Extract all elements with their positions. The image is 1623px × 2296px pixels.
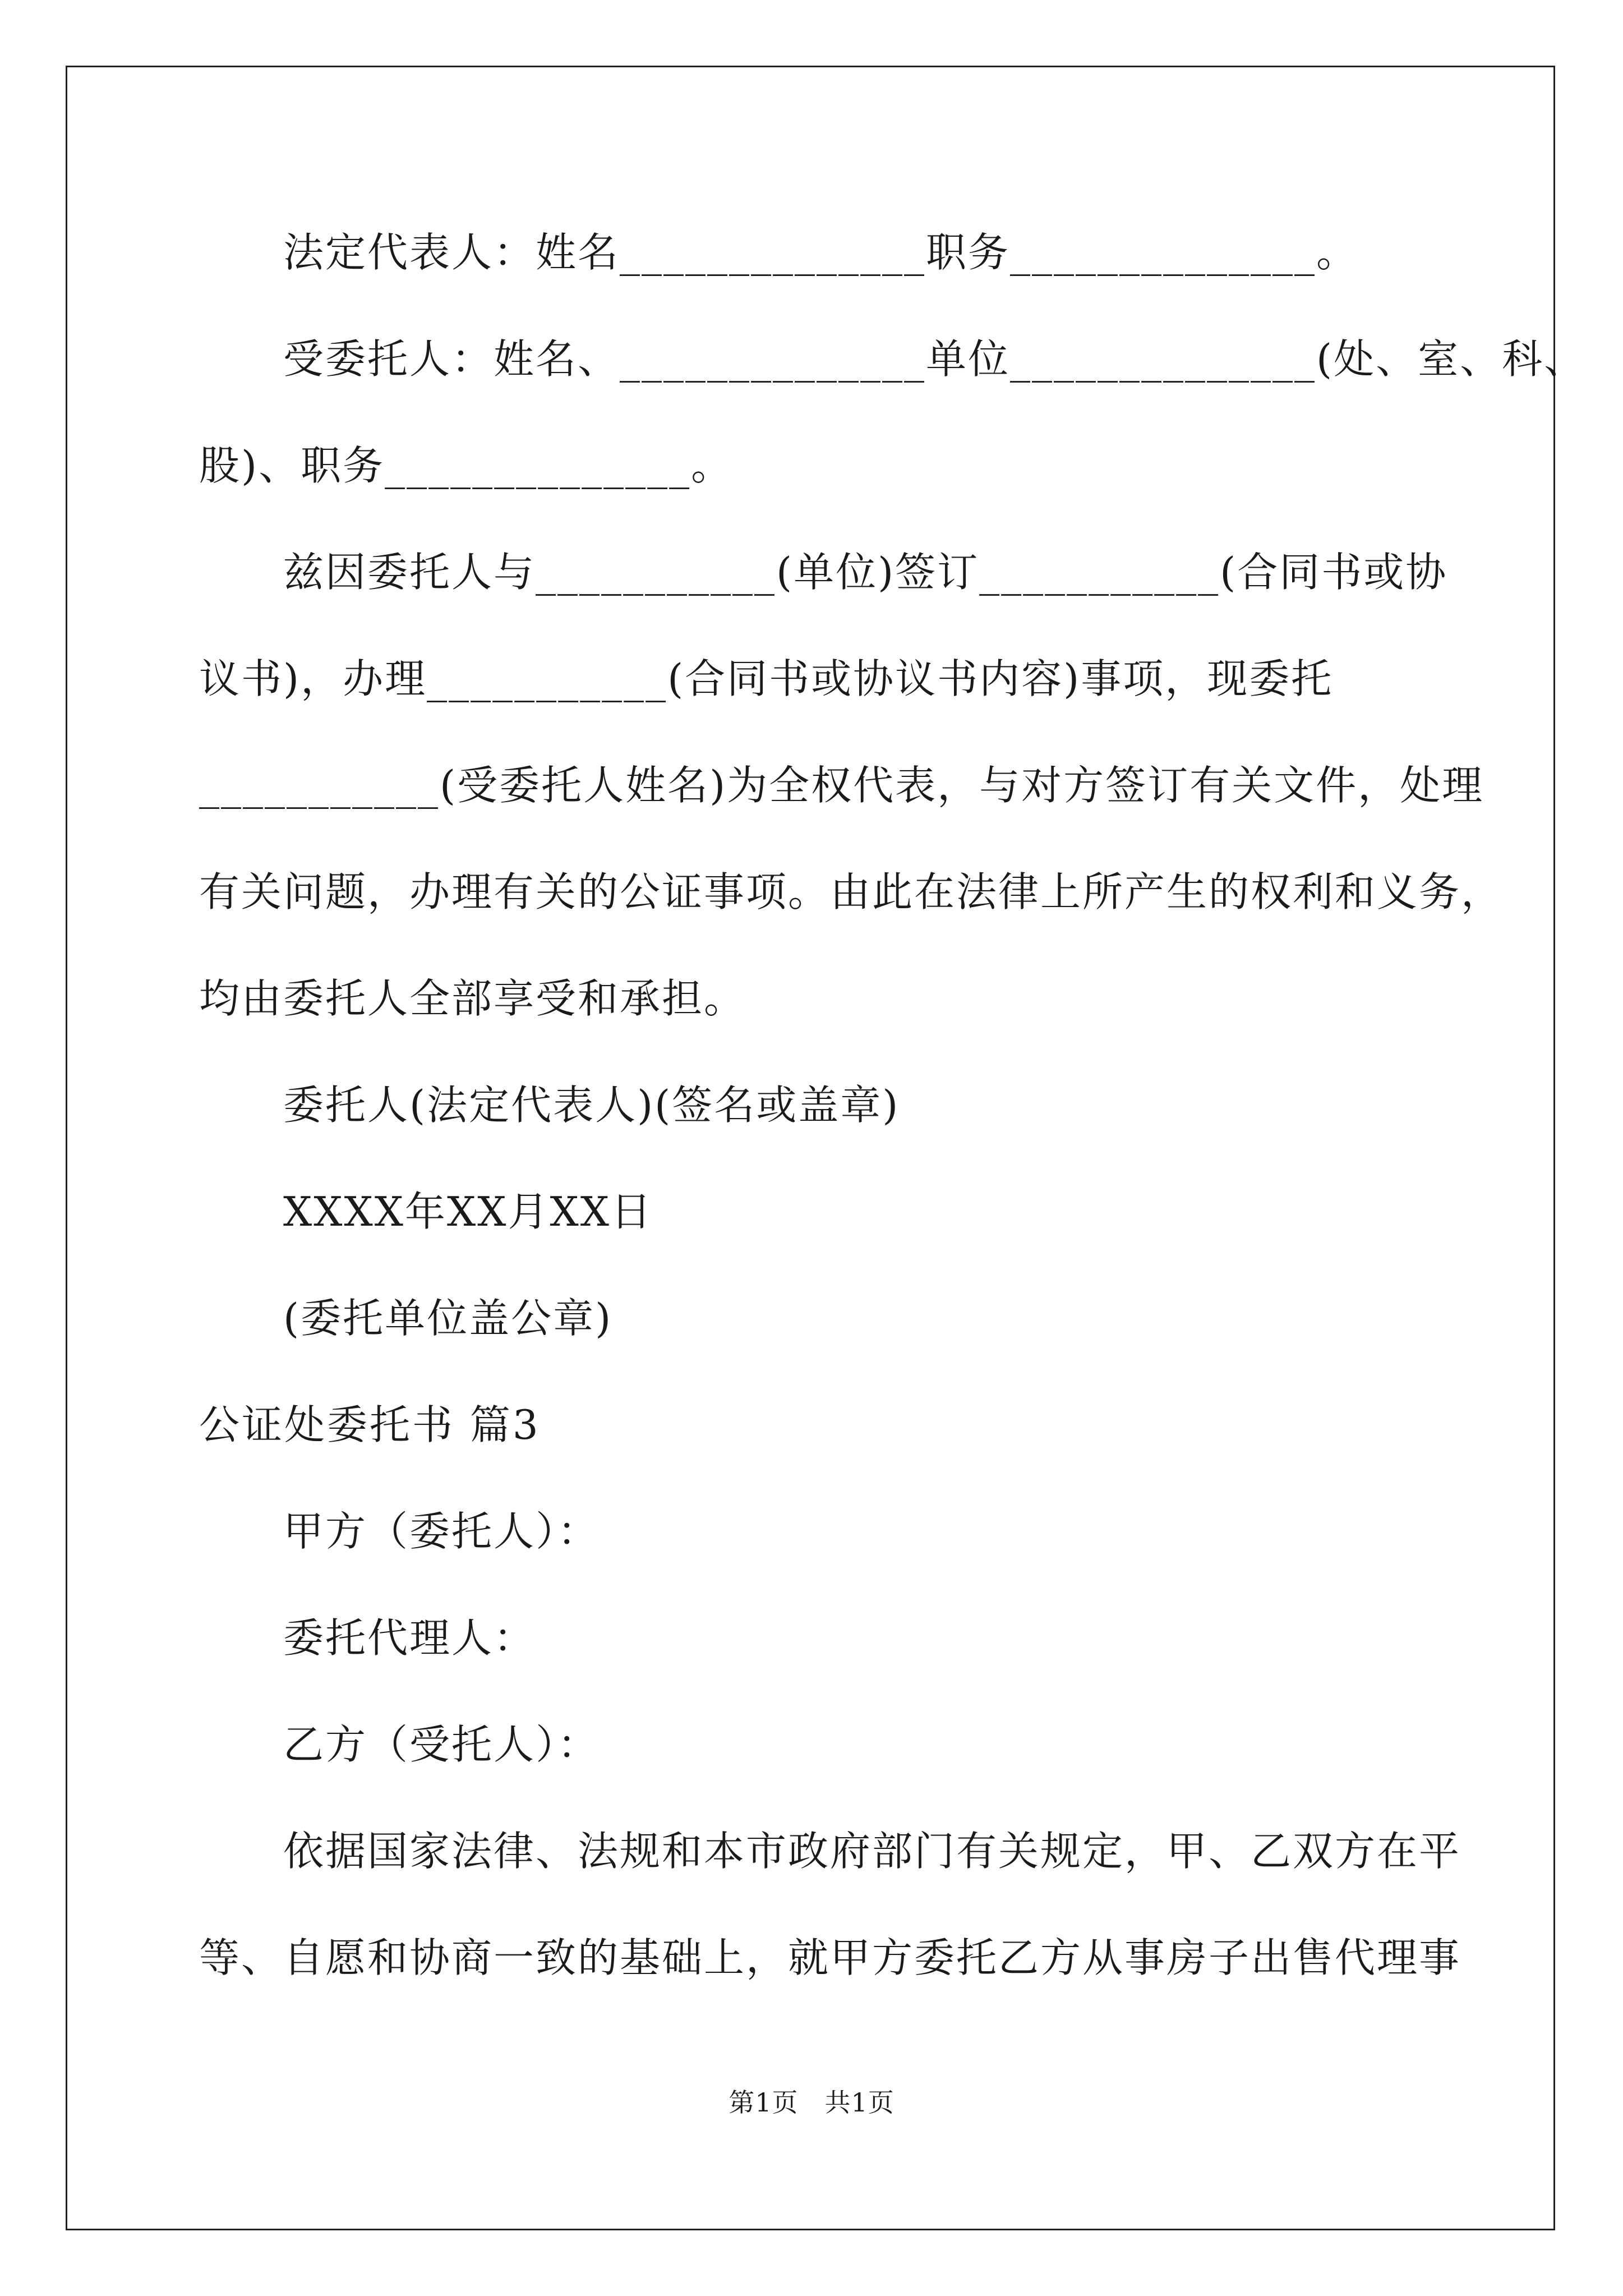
- body-paragraph-line-4: 有关问题，办理有关的公证事项。由此在法律上所产生的权利和义务，: [199, 868, 1504, 915]
- trustee-line: 受委托人：姓名、______________单位______________(处、室、科、: [283, 335, 1587, 383]
- agreement-paragraph-line-1: 依据国家法律、法规和本市政府部门有关规定，甲、乙双方在平: [283, 1828, 1461, 1875]
- legal-representative-line: 法定代表人：姓名______________职务______________。: [283, 229, 1359, 276]
- seal-line: (委托单位盖公章): [283, 1295, 613, 1342]
- body-paragraph-line-1: 兹因委托人与___________(单位)签订___________(合同书或协: [283, 549, 1448, 596]
- page-border: [66, 66, 1555, 2230]
- body-paragraph-line-5: 均由委托人全部享受和承担。: [199, 975, 746, 1022]
- section-heading: 公证处委托书 篇3: [199, 1401, 541, 1448]
- body-paragraph-line-2: 议书)，办理___________(合同书或协议书内容)事项，现委托: [199, 655, 1334, 702]
- trustee-position-line: 股)、职务______________。: [199, 442, 734, 489]
- agreement-paragraph-line-2: 等、自愿和协商一致的基础上，就甲方委托乙方从事房子出售代理事: [199, 1934, 1461, 1981]
- agent-line: 委托代理人：: [283, 1614, 536, 1662]
- body-paragraph-line-3: ___________(受委托人姓名)为全权代表，与对方签订有关文件，处理: [199, 762, 1484, 809]
- signature-line: 委托人(法定代表人)(签名或盖章): [283, 1082, 900, 1129]
- page-footer: 第1页 共1页: [728, 2087, 895, 2118]
- date-line: XXXX年XX月XX日: [283, 1188, 653, 1235]
- party-a-line: 甲方（委托人）：: [283, 1508, 600, 1555]
- party-b-line: 乙方（受托人）：: [283, 1721, 600, 1768]
